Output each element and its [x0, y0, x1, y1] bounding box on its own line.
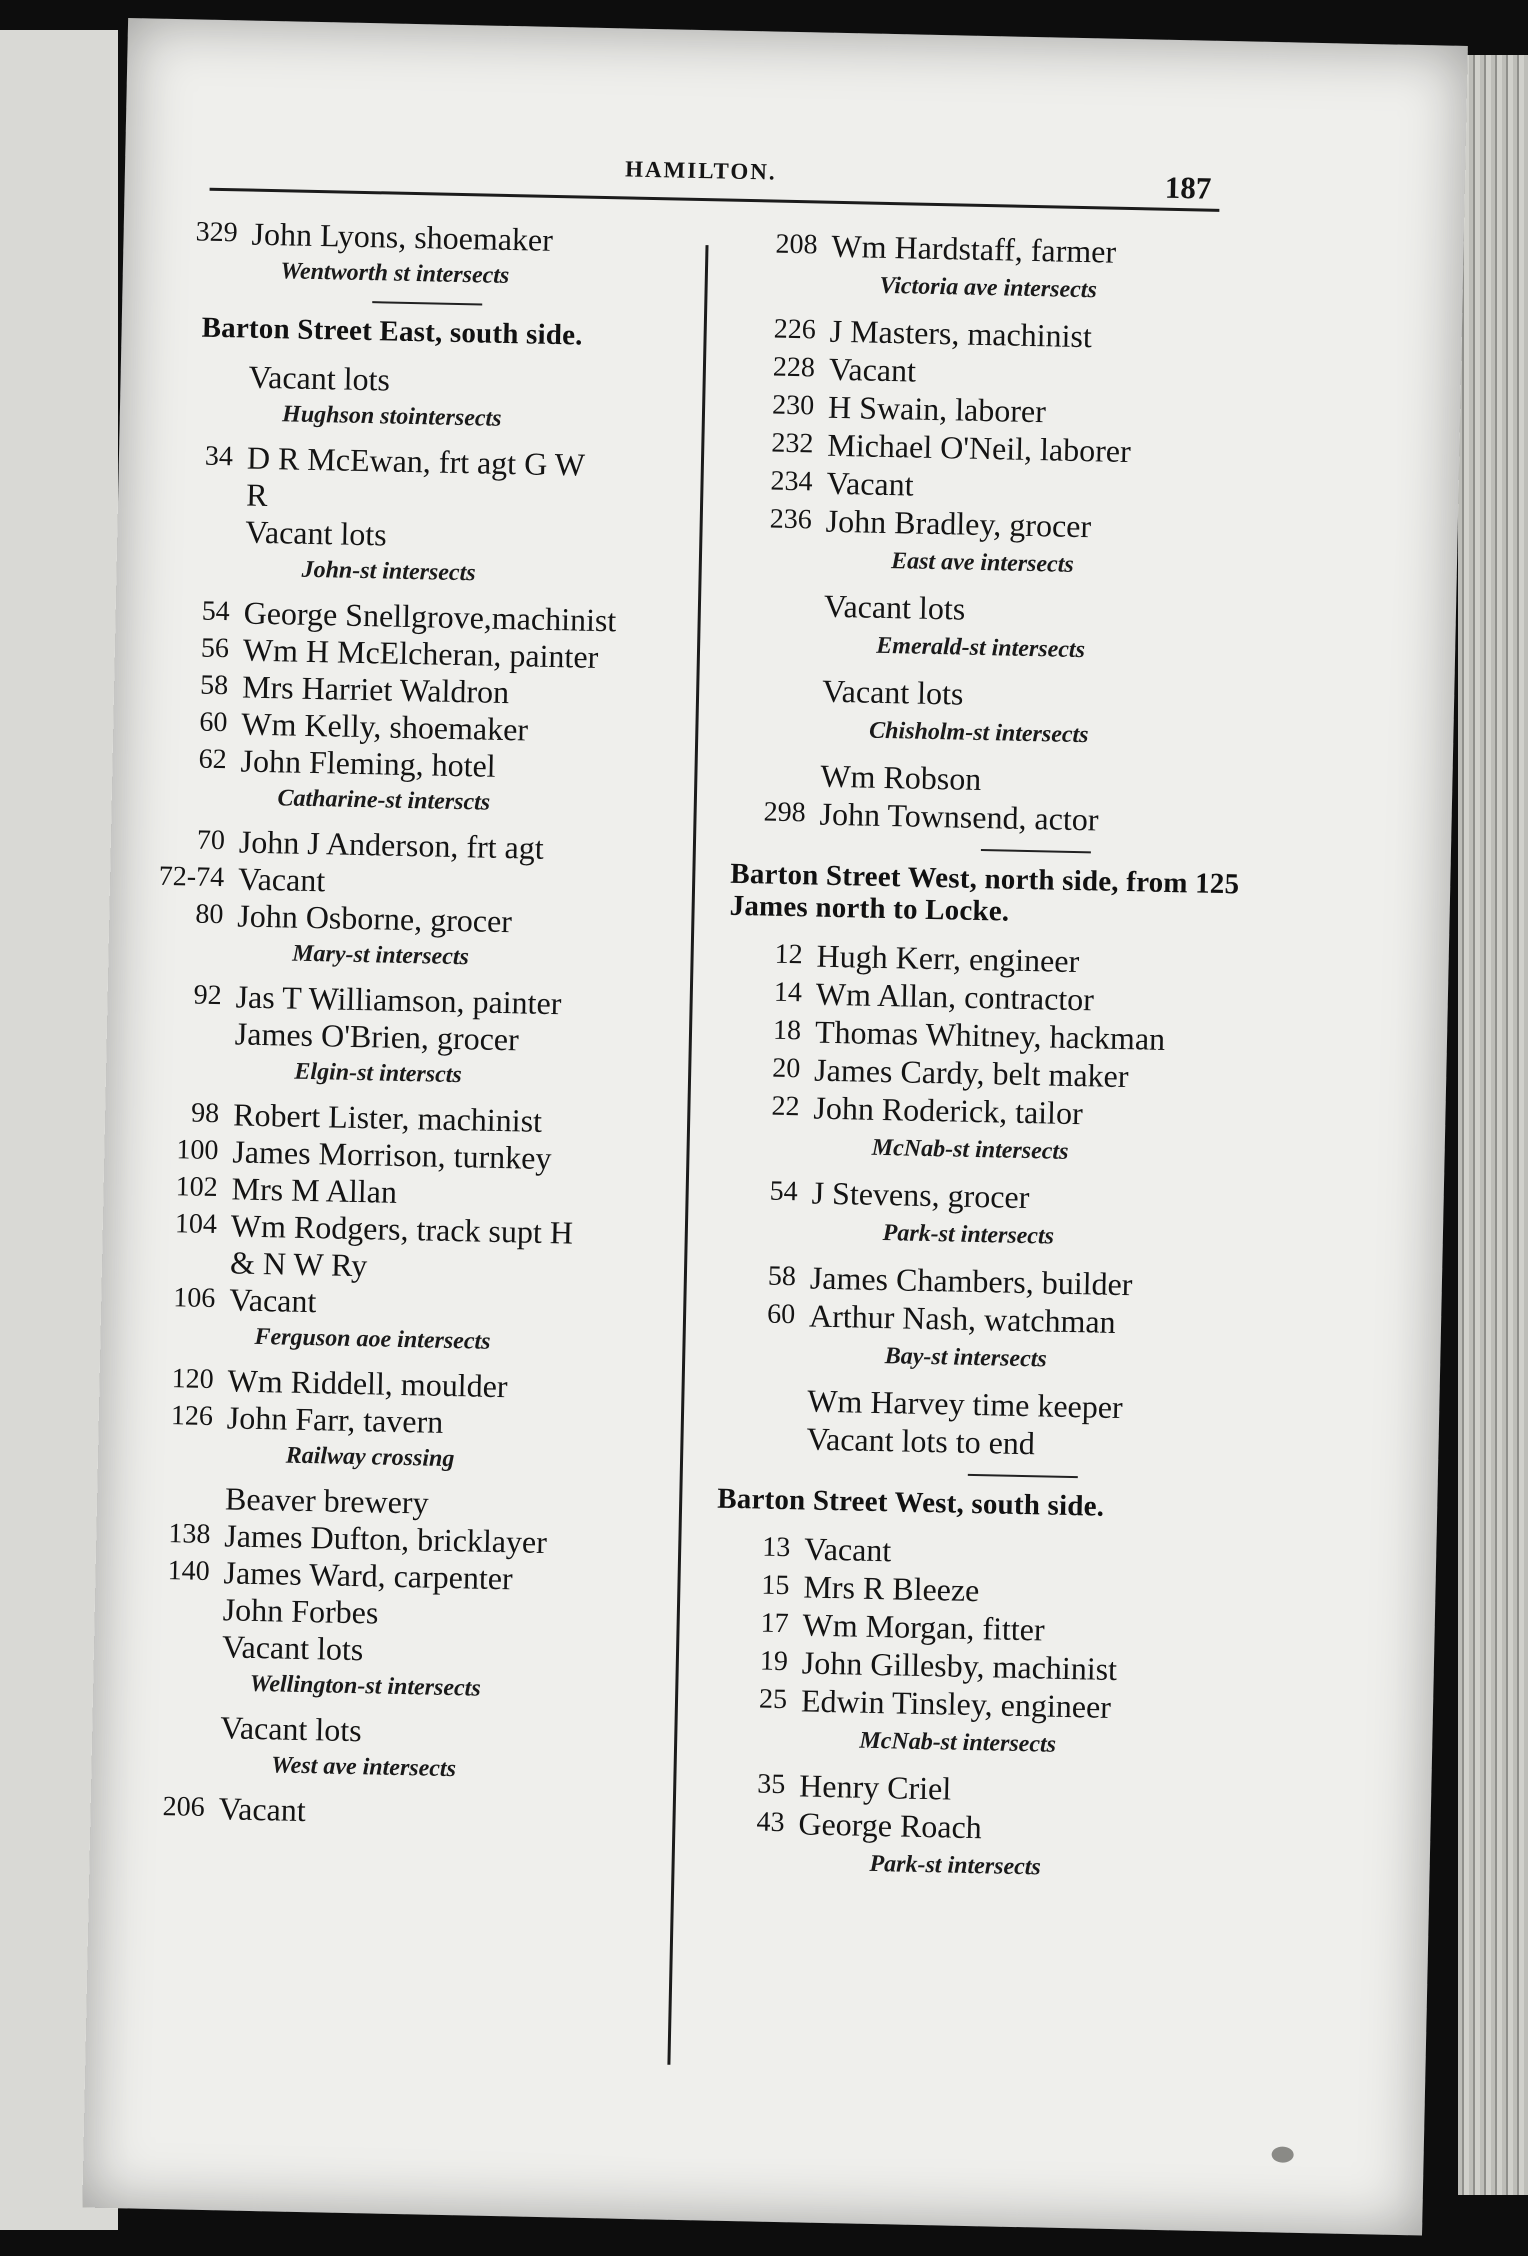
resident-text: John Farr, tavern [226, 1399, 444, 1440]
directory-entry [140, 356, 701, 404]
resident-text: Jas T Williamson, painter [235, 978, 562, 1022]
street-number: 17 [760, 1607, 789, 1640]
cross-street-note: Ferguson aoe intersects [254, 1323, 491, 1355]
cross-street-note: Wellington-st intersects [249, 1670, 481, 1702]
cross-street-note: Victoria ave intersects [879, 272, 1098, 304]
resident-text: Wm Kelly, shoemaker [241, 705, 529, 748]
resident-text: Vacant [228, 1281, 317, 1320]
street-number: 14 [773, 976, 803, 1009]
street-number [118, 1478, 226, 1480]
cross-street-note: Emerald-st intersects [876, 632, 1086, 664]
resident-text: J Stevens, grocer [811, 1174, 1030, 1216]
cross-street-note: West ave intersects [270, 1752, 457, 1783]
directory-page [82, 18, 1468, 2236]
street-number: 230 [771, 389, 815, 422]
street-number: 100 [176, 1134, 219, 1167]
resident-text: John Forbes [222, 1591, 379, 1631]
book-page-edges [1458, 55, 1528, 2195]
street-number: 13 [761, 1531, 791, 1564]
street-number: 234 [770, 465, 813, 498]
resident-text: Beaver brewery [224, 1480, 429, 1521]
street-number: 102 [175, 1171, 218, 1204]
street-number: 72-74 [158, 860, 225, 894]
street-number: 228 [772, 351, 816, 384]
directory-entry [714, 670, 1305, 718]
resident-text: Vacant lots [219, 1709, 363, 1749]
resident-text: John Lyons, shoemaker [251, 215, 554, 258]
street-number: 226 [773, 313, 817, 346]
street-number: 70 [196, 824, 226, 857]
street-number: 12 [774, 938, 803, 971]
street-number: 58 [199, 669, 229, 702]
street-number: 54 [201, 595, 231, 628]
directory-entry [112, 1707, 673, 1755]
street-number [700, 1380, 808, 1382]
resident-text: Michael O'Neil, laborer [826, 426, 1132, 470]
resident-text: Wm Riddell, moulder [227, 1362, 508, 1405]
street-number: 236 [769, 503, 813, 536]
street-number: 206 [162, 1791, 206, 1823]
running-head: HAMILTON. [624, 156, 777, 185]
resident-text: Vacant [826, 464, 914, 503]
resident-text: Thomas Whitney, hackman [814, 1013, 1166, 1057]
resident-text: Wm Morgan, fitter [802, 1606, 1045, 1648]
directory-entry [716, 585, 1307, 633]
cross-street-note: John-st intersects [301, 556, 476, 587]
street-number: 98 [190, 1097, 220, 1130]
resident-text: Robert Lister, machinist [232, 1096, 543, 1139]
street-number: 140 [167, 1555, 210, 1588]
street-number: 56 [200, 632, 230, 665]
street-number: 80 [195, 898, 224, 931]
street-heading: Barton Street East, south side. [201, 311, 583, 352]
section-rule [372, 301, 482, 305]
cross-street-note: Bay-st intersects [884, 1343, 1048, 1373]
street-number: 35 [756, 1768, 786, 1801]
street-number: 298 [763, 796, 806, 829]
resident-text: Vacant [828, 350, 917, 389]
street-number: 232 [771, 427, 814, 460]
resident-text: John Townsend, actor [819, 795, 1099, 838]
resident-text: J Masters, machinist [829, 312, 1093, 355]
cross-street-note: Park-st intersects [882, 1220, 1055, 1250]
street-number: 25 [758, 1683, 788, 1716]
resident-text: Vacant lots [248, 358, 391, 398]
resident-text: James Chambers, builder [809, 1259, 1133, 1303]
resident-text: George Snellgrove,machinist [243, 594, 617, 639]
resident-text: Vacant lots [823, 587, 966, 627]
street-number: 15 [761, 1569, 790, 1602]
cross-street-note: Mary-st intersects [291, 940, 470, 971]
street-number: 92 [193, 979, 223, 1012]
section-rule [981, 849, 1091, 853]
street-number [141, 356, 249, 358]
street-number: 208 [775, 228, 818, 261]
resident-text: John Osborne, grocer [236, 897, 513, 940]
resident-text: Vacant lots to end [806, 1420, 1036, 1462]
cross-street-note: East ave intersects [890, 548, 1075, 578]
street-number: 329 [195, 216, 238, 249]
resident-text: George Roach [798, 1805, 983, 1846]
street-number: 54 [769, 1175, 799, 1208]
resident-text: James Ward, carpenter [223, 1554, 514, 1597]
resident-text: Edwin Tinsley, engineer [800, 1682, 1112, 1725]
resident-text: H Swain, laborer [827, 388, 1047, 430]
resident-text: James O'Brien, grocer [234, 1015, 520, 1058]
directory-entry [110, 1788, 671, 1836]
ink-smudge [1271, 2146, 1293, 2162]
resident-text: James Dufton, bricklayer [224, 1517, 548, 1561]
street-number [713, 755, 821, 757]
resident-text: Wm Allan, contractor [815, 975, 1095, 1018]
right-column [689, 225, 1314, 1900]
cross-street-note: Hughson stointersects [281, 401, 502, 432]
resident-text: John Roderick, tailor [813, 1089, 1084, 1132]
resident-text: Wm Harvey time keeper [806, 1382, 1124, 1426]
resident-text: & N W Ry [229, 1244, 368, 1284]
resident-text: Hugh Kerr, engineer [816, 937, 1080, 980]
street-number: 18 [772, 1014, 802, 1047]
street-number [699, 1418, 807, 1420]
resident-text: Wm H McElcheran, painter [242, 631, 599, 675]
street-number: 138 [168, 1518, 211, 1551]
resident-text: Vacant [237, 860, 326, 899]
resident-text: Wm Robson [820, 757, 982, 797]
resident-text: Vacant [803, 1530, 892, 1569]
street-number [715, 670, 823, 672]
page-header [124, 18, 1468, 246]
cross-street-note: McNab-st intersects [859, 1727, 1057, 1758]
resident-text: Vacant lots [245, 513, 388, 553]
street-number: 43 [756, 1806, 785, 1839]
resident-text: Henry Criel [798, 1767, 952, 1807]
resident-text: John Fleming, hotel [240, 742, 497, 784]
street-number: 60 [766, 1298, 796, 1331]
street-number: 22 [771, 1090, 800, 1123]
street-heading: Barton Street West, north side, from 125 James north to Locke. [729, 857, 1240, 928]
left-column [110, 213, 704, 1836]
street-number: 60 [199, 706, 228, 739]
resident-text: Arthur Nash, watchman [808, 1297, 1117, 1340]
cross-street-note: Chisholm-st intersects [868, 717, 1089, 749]
resident-text: Mrs Harriet Waldron [241, 668, 510, 711]
resident-text: Mrs M Allan [231, 1170, 398, 1210]
resident-text: Wm Hardstaff, farmer [831, 227, 1117, 270]
resident-text: Wm Rodgers, track supt H [230, 1207, 574, 1251]
cross-street-note: Elgin-st interscts [294, 1058, 463, 1089]
resident-text: James Morrison, turnkey [232, 1133, 552, 1177]
cross-street-note: Wentworth st intersects [280, 258, 510, 290]
resident-text: John Bradley, grocer [825, 502, 1092, 545]
resident-text: John Gillesby, machinist [801, 1644, 1118, 1688]
resident-text: James Cardy, belt maker [813, 1051, 1129, 1095]
street-number: 19 [759, 1645, 789, 1678]
resident-text: Vacant lots [821, 672, 964, 712]
resident-text: Mrs R Bleeze [803, 1568, 980, 1609]
cross-street-note: Park-st intersects [869, 1850, 1042, 1881]
cross-street-note: Catharine-st interscts [277, 785, 491, 816]
header-rule [210, 188, 1220, 212]
street-number: 120 [171, 1363, 214, 1396]
directory-entry [703, 1172, 1294, 1220]
resident-text: R [245, 476, 268, 513]
street-number: 58 [767, 1260, 797, 1293]
street-number: 62 [198, 743, 227, 776]
cross-street-note: McNab-st intersects [871, 1134, 1069, 1165]
street-number: 106 [173, 1282, 216, 1315]
resident-text: Vacant lots [221, 1628, 364, 1668]
street-number: 20 [771, 1052, 801, 1085]
page-number: 187 [1164, 169, 1212, 206]
resident-text: John J Anderson, frt agt [238, 823, 545, 866]
cross-street-note: Railway crossing [285, 1442, 455, 1473]
street-number: 34 [204, 440, 234, 473]
street-number: 104 [174, 1208, 218, 1241]
street-heading: Barton Street West, south side. [716, 1482, 1105, 1523]
street-number [113, 1707, 221, 1709]
street-number [716, 585, 824, 587]
resident-text: D R McEwan, frt agt G W [246, 439, 586, 483]
section-rule [968, 1474, 1078, 1478]
street-number: 126 [170, 1400, 214, 1433]
resident-text: Vacant [218, 1790, 307, 1829]
